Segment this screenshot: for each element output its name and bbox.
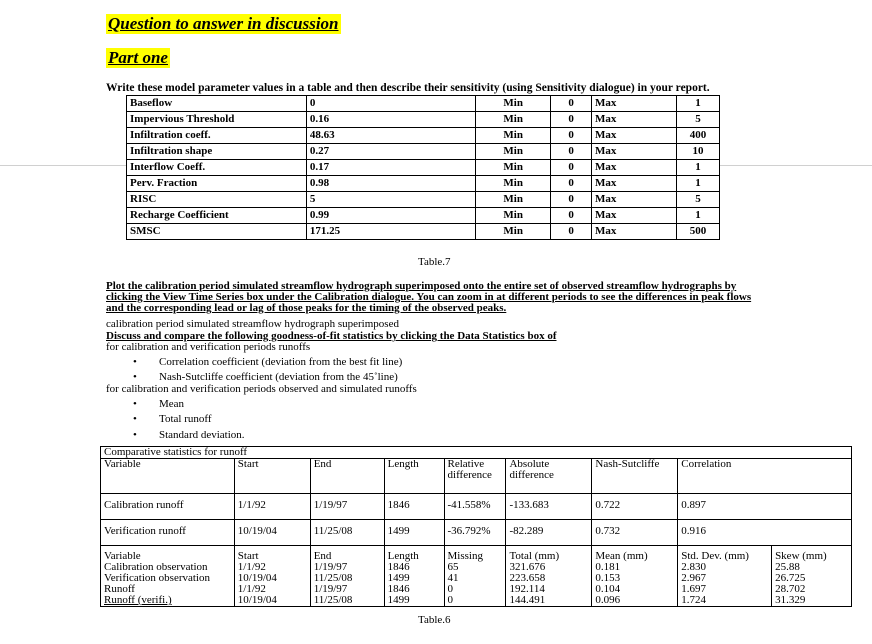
table-row <box>127 96 720 112</box>
table-cell: Calibration runoff <box>101 494 235 520</box>
table-cell: Verification observation <box>101 573 235 584</box>
table-cell: -133.683 <box>506 494 592 520</box>
table-cell: 1846 <box>384 562 444 573</box>
observed-line: for calibration and verification periods observed and simulated runoffs <box>106 383 417 395</box>
table-cell: Runoff <box>101 584 235 595</box>
column-header: Start <box>234 459 310 494</box>
table-cell: 0 <box>551 144 592 160</box>
table-cell: 41 <box>444 573 506 584</box>
table-cell: 26.725 <box>772 573 852 584</box>
table-row <box>101 584 852 595</box>
table-cell: Max <box>591 224 676 240</box>
table-cell: Max <box>591 96 676 112</box>
table-cell: 0 <box>306 96 475 112</box>
table-cell: Min <box>475 144 550 160</box>
column-header: Variable <box>101 459 235 494</box>
table-cell: 5 <box>676 192 719 208</box>
table-cell: 1499 <box>384 520 444 546</box>
table-cell: Perv. Fraction <box>127 176 307 192</box>
table-row <box>127 208 720 224</box>
table-cell: Min <box>475 192 550 208</box>
table-cell: Min <box>475 224 550 240</box>
table-cell: Baseflow <box>127 96 307 112</box>
table-cell: -36.792% <box>444 520 506 546</box>
table-cell: 1/1/92 <box>234 562 310 573</box>
table-cell: Min <box>475 160 550 176</box>
bullet-item: • Standard deviation. <box>133 429 245 441</box>
table-cell: 223.658 <box>506 573 592 584</box>
column-header: Nash-Sutcliffe <box>592 459 678 494</box>
table-cell: -41.558% <box>444 494 506 520</box>
table-cell: 5 <box>306 192 475 208</box>
table-cell: Interflow Coeff. <box>127 160 307 176</box>
table-row <box>101 595 852 607</box>
table-row <box>101 520 852 546</box>
table-cell: RISC <box>127 192 307 208</box>
table-cell: 1/1/92 <box>234 494 310 520</box>
table-cell: 0 <box>551 128 592 144</box>
table-cell: Min <box>475 128 550 144</box>
table-cell: 0 <box>551 96 592 112</box>
table-cell: 0 <box>551 208 592 224</box>
table-cell: 0.897 <box>678 494 852 520</box>
column-header: Absolute difference <box>506 459 592 494</box>
table-cell: Infiltration shape <box>127 144 307 160</box>
table-cell: Min <box>475 96 550 112</box>
table-cell: 0.722 <box>592 494 678 520</box>
column-header: Skew (mm) <box>772 546 852 563</box>
table-cell: 10/19/04 <box>234 573 310 584</box>
bullet-item: • Mean <box>133 398 185 410</box>
table-cell: 25.88 <box>772 562 852 573</box>
table-cell: 1.724 <box>678 595 772 607</box>
table-cell: 2.830 <box>678 562 772 573</box>
table-cell: 0 <box>551 112 592 128</box>
table-row <box>127 224 720 240</box>
table-cell: 0 <box>551 176 592 192</box>
table-row <box>101 494 852 520</box>
table-cell: 1 <box>676 160 719 176</box>
table-cell: 1846 <box>384 494 444 520</box>
table-cell: 0.27 <box>306 144 475 160</box>
table-cell: Impervious Threshold <box>127 112 307 128</box>
table-cell: 1499 <box>384 573 444 584</box>
table-cell: 65 <box>444 562 506 573</box>
table-row <box>101 573 852 584</box>
table-cell: 10/19/04 <box>234 520 310 546</box>
table-cell: 0.104 <box>592 584 678 595</box>
column-header: Correlation <box>678 459 852 494</box>
table-cell: Min <box>475 176 550 192</box>
table-cell: SMSC <box>127 224 307 240</box>
column-header: End <box>310 546 384 563</box>
table-cell: 5 <box>676 112 719 128</box>
table-row <box>127 112 720 128</box>
table-row <box>127 192 720 208</box>
table-cell: 1499 <box>384 595 444 607</box>
table-row <box>127 176 720 192</box>
table-cell: 0.99 <box>306 208 475 224</box>
column-header: Relative difference <box>444 459 506 494</box>
parameter-table <box>126 95 720 240</box>
table-cell: 0 <box>551 224 592 240</box>
table-cell: 500 <box>676 224 719 240</box>
table-cell: 0.732 <box>592 520 678 546</box>
column-header: Total (mm) <box>506 546 592 563</box>
table-cell: 1/1/92 <box>234 584 310 595</box>
table-cell: Max <box>591 128 676 144</box>
table-cell: 0.181 <box>592 562 678 573</box>
table-cell: Max <box>591 176 676 192</box>
table-cell: 171.25 <box>306 224 475 240</box>
comparative-stats-table <box>100 446 852 607</box>
column-header: Std. Dev. (mm) <box>678 546 772 563</box>
table-row <box>101 562 852 573</box>
plot-note: calibration period simulated streamflow hydrograph superimposed <box>106 318 399 330</box>
table-cell: 0 <box>551 160 592 176</box>
table-cell: 0.16 <box>306 112 475 128</box>
column-header: Length <box>384 459 444 494</box>
table-cell: 0.916 <box>678 520 852 546</box>
table-cell: 10 <box>676 144 719 160</box>
table-cell: 1 <box>676 208 719 224</box>
table-cell: Max <box>591 160 676 176</box>
table-cell: 0.17 <box>306 160 475 176</box>
table-cell: 31.329 <box>772 595 852 607</box>
table-cell: 1 <box>676 176 719 192</box>
table-cell: Max <box>591 112 676 128</box>
table-cell: 11/25/08 <box>310 520 384 546</box>
table-header-row <box>101 546 852 563</box>
table-cell: 0.153 <box>592 573 678 584</box>
question-heading: Question to answer in discussion <box>108 14 339 33</box>
column-header: Missing <box>444 546 506 563</box>
table-cell: 11/25/08 <box>310 595 384 607</box>
table-title: Comparative statistics for runoff <box>101 447 852 459</box>
column-header: Mean (mm) <box>592 546 678 563</box>
bullet-item: • Nash-Sutcliffe coefficient (deviation from the 45˚line) <box>133 371 398 383</box>
table-row <box>127 160 720 176</box>
table-cell: 1 <box>676 96 719 112</box>
column-header: Start <box>234 546 310 563</box>
part-heading: Part one <box>108 48 168 67</box>
table6-caption: Table.6 <box>418 614 451 626</box>
plot-instruction: Plot the calibration period simulated streamflow hydrograph superimposed onto the entire set of observed streamflow hydrographs by clicking the View Time Series box under the Calibration dialogue. You can zoom in at different periods to see the differences in peak flows and the corresponding lead or lag of those peaks for the timing of the observed peaks. <box>106 280 752 314</box>
table-cell: Max <box>591 208 676 224</box>
bullet-item: • Correlation coefficient (deviation from the best fit line) <box>133 356 403 368</box>
table-cell: Runoff (verifi.) <box>101 595 235 607</box>
table-header-row <box>101 459 852 494</box>
table-cell: 11/25/08 <box>310 573 384 584</box>
table-cell: -82.289 <box>506 520 592 546</box>
table-cell: Recharge Coefficient <box>127 208 307 224</box>
table-cell: 1/19/97 <box>310 562 384 573</box>
table7-caption: Table.7 <box>418 256 451 268</box>
table-cell: Verification runoff <box>101 520 235 546</box>
table-cell: 1/19/97 <box>310 584 384 595</box>
table-cell: 321.676 <box>506 562 592 573</box>
intro-text: Write these model parameter values in a table and then describe their sensitivity (using Sensitivity dialogue) in your report. <box>106 82 710 94</box>
table-cell: Max <box>591 144 676 160</box>
table-cell: 192.114 <box>506 584 592 595</box>
discuss-instruction: Discuss and compare the following goodness-of-fit statistics by clicking the Data Statistics box of <box>106 330 557 342</box>
column-header: Length <box>384 546 444 563</box>
table-cell: Calibration observation <box>101 562 235 573</box>
bullet-item: • Total runoff <box>133 413 212 425</box>
discuss-subline: for calibration and verification periods runoffs <box>106 341 311 353</box>
table-cell: 2.967 <box>678 573 772 584</box>
table-cell: 0.98 <box>306 176 475 192</box>
table-title-row <box>101 447 852 459</box>
table-row <box>127 128 720 144</box>
table-cell: 10/19/04 <box>234 595 310 607</box>
table-cell: 1.697 <box>678 584 772 595</box>
table-cell: Max <box>591 192 676 208</box>
table-cell: 400 <box>676 128 719 144</box>
table-cell: 0 <box>444 584 506 595</box>
table-cell: 48.63 <box>306 128 475 144</box>
column-header: End <box>310 459 384 494</box>
column-header: Variable <box>101 546 235 563</box>
table-cell: Min <box>475 112 550 128</box>
table-cell: 1/19/97 <box>310 494 384 520</box>
table-cell: 0 <box>444 595 506 607</box>
table-cell: 0.096 <box>592 595 678 607</box>
table-cell: 144.491 <box>506 595 592 607</box>
table-row <box>127 144 720 160</box>
table-cell: Infiltration coeff. <box>127 128 307 144</box>
table-cell: 28.702 <box>772 584 852 595</box>
table-cell: Min <box>475 208 550 224</box>
table-cell: 1846 <box>384 584 444 595</box>
table-cell: 0 <box>551 192 592 208</box>
